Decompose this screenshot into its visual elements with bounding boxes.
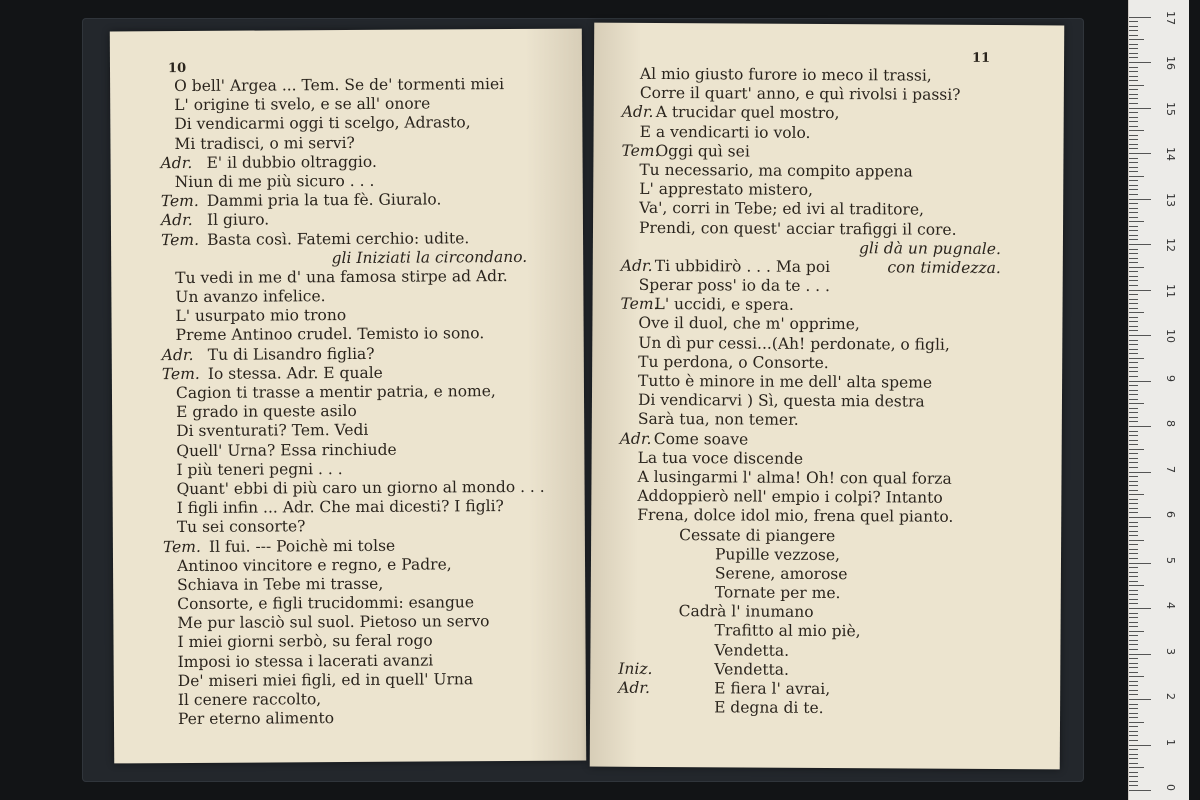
- ruler-tick: [1129, 740, 1138, 741]
- ruler-tick: [1129, 453, 1138, 454]
- ruler-tick: [1129, 71, 1138, 72]
- ruler-tick: [1129, 408, 1138, 409]
- ruler-tick: [1129, 754, 1138, 755]
- verse-text: E a vendicarti io volo.: [639, 122, 811, 142]
- ruler-tick: [1129, 617, 1138, 618]
- page-number-left: 10: [167, 60, 187, 77]
- verse-text: Quant' ebbi di più caro un giorno al mondo . . .: [176, 477, 545, 498]
- ruler-tick: [1129, 267, 1144, 268]
- ruler-tick: [1129, 549, 1138, 550]
- ruler-tick: [1129, 608, 1151, 609]
- ruler-tick: [1129, 649, 1138, 650]
- verse-text: Tu di Lisandro figlia?: [207, 344, 375, 364]
- ruler-tick: [1129, 158, 1138, 159]
- speaker-label: Tem.: [160, 230, 200, 249]
- ruler-tick: [1129, 540, 1144, 541]
- ruler-tick: [1129, 717, 1138, 718]
- verse-text: Di sventurati? Tem. Vedi: [176, 421, 369, 441]
- ruler-number: 0: [1164, 784, 1177, 791]
- ruler-tick: [1129, 362, 1138, 363]
- verse-text: Corre il quart' anno, e quì rivolsi i passi?: [639, 84, 961, 104]
- verse-text: Vendetta.: [714, 640, 790, 660]
- ruler-tick: [1129, 171, 1138, 172]
- verse-text: Ti ubbidirò . . . Ma poi: [654, 256, 831, 276]
- ruler-tick: [1129, 121, 1138, 122]
- speaker-label: Adr.: [160, 211, 193, 230]
- ruler-tick: [1129, 544, 1138, 545]
- ruler-tick: [1129, 417, 1138, 418]
- verse-text: I più teneri pegni . . .: [176, 459, 343, 479]
- verse-text: Vendetta.: [714, 660, 790, 679]
- ruler-tick: [1129, 654, 1151, 655]
- verse-text: L' uccidi, e spera.: [654, 295, 794, 315]
- stage-direction: con timidezza.: [887, 258, 1001, 277]
- ruler-tick: [1129, 139, 1138, 140]
- verse-text: Mi tradisci, o mi servi?: [174, 133, 355, 153]
- speaker-label: Adr.: [160, 153, 193, 172]
- ruler-tick: [1129, 57, 1138, 58]
- ruler-tick: [1129, 522, 1138, 523]
- verse-text: E' il dubbio oltraggio.: [206, 152, 377, 172]
- ruler-tick: [1129, 462, 1138, 463]
- ruler-tick: [1129, 285, 1138, 286]
- ruler-tick: [1129, 490, 1138, 491]
- ruler-tick: [1129, 394, 1138, 395]
- verse-text: La tua voce discende: [637, 448, 804, 468]
- ruler-tick: [1129, 690, 1138, 691]
- text-line: [114, 708, 586, 730]
- ruler-tick: [1129, 194, 1138, 195]
- ruler-tick: [1129, 371, 1138, 372]
- ruler-tick: [1129, 35, 1138, 36]
- verse-text: Frena, dolce idol mio, frena quel pianto.: [637, 506, 954, 527]
- ruler-tick: [1129, 39, 1144, 40]
- right-page: [590, 23, 1065, 770]
- ruler-tick: [1129, 676, 1144, 677]
- ruler-tick: [1129, 658, 1138, 659]
- ruler-tick: [1129, 412, 1138, 413]
- speaker-label: Adr.: [621, 103, 654, 122]
- speaker-label: Tem.: [161, 364, 200, 383]
- ruler-tick: [1129, 235, 1138, 236]
- page-number-right: 11: [971, 50, 991, 66]
- verse-text: Il cenere raccolto,: [177, 690, 322, 710]
- verse-text: A lusingarmi l' alma! Oh! con qual forza: [637, 467, 952, 488]
- verse-text: L' origine ti svelo, e se all' onore: [174, 94, 431, 115]
- verse-text: L' usurpato mio trono: [175, 306, 347, 326]
- ruler-number: 11: [1164, 283, 1177, 298]
- ruler-tick: [1129, 67, 1138, 68]
- ruler-tick: [1129, 103, 1138, 104]
- measuring-ruler: [1128, 0, 1189, 800]
- ruler-tick: [1129, 694, 1138, 695]
- ruler-tick: [1129, 626, 1138, 627]
- ruler-tick: [1129, 531, 1138, 532]
- ruler-number: 14: [1164, 147, 1177, 161]
- ruler-number: 17: [1164, 10, 1177, 25]
- ruler-tick: [1129, 344, 1138, 345]
- ruler-tick: [1129, 294, 1138, 295]
- ruler-tick: [1129, 30, 1138, 31]
- ruler-tick: [1129, 517, 1151, 518]
- ruler-tick: [1129, 535, 1138, 536]
- ruler-tick: [1129, 494, 1144, 495]
- verse-text: Cadrà l' inumano: [678, 602, 814, 622]
- verse-text: Me pur lasciò sul suol. Pietoso un servo: [177, 612, 490, 633]
- verse-text: Addoppierò nell' empio i colpi? Intanto: [637, 486, 943, 507]
- ruler-tick: [1129, 467, 1138, 468]
- ruler-tick: [1129, 321, 1138, 322]
- verse-text: Va', corri in Tebe; ed ivi al traditore,: [639, 199, 925, 219]
- ruler-tick: [1129, 708, 1138, 709]
- ruler-tick: [1129, 431, 1138, 432]
- ruler-tick: [1129, 508, 1138, 509]
- ruler-tick: [1129, 21, 1138, 22]
- speaker-label: Iniz.: [618, 659, 653, 678]
- ruler-tick: [1129, 253, 1138, 254]
- verse-text: E fiera l' avrai,: [714, 679, 831, 699]
- ruler-number: 13: [1164, 192, 1177, 207]
- ruler-tick: [1129, 239, 1138, 240]
- ruler-tick: [1129, 85, 1144, 86]
- speaker-label: Adr.: [620, 256, 653, 275]
- ruler-tick: [1129, 262, 1138, 263]
- ruler-tick: [1129, 135, 1138, 136]
- verse-text: Il giuro.: [206, 210, 270, 230]
- verse-text: Preme Antinoo crudel. Temisto io sono.: [175, 324, 485, 345]
- verse-text: Tutto è minore in me dell' alta speme: [638, 371, 933, 392]
- ruler-tick: [1129, 276, 1138, 277]
- verse-text: A trucidar quel mostro,: [655, 103, 840, 123]
- stage-direction: gli Iniziati la circondano.: [331, 247, 528, 267]
- right-page-text: [590, 65, 1064, 720]
- ruler-tick: [1129, 208, 1138, 209]
- stage-direction: gli dà un pugnale.: [858, 238, 1001, 258]
- ruler-tick: [1129, 271, 1138, 272]
- ruler-tick: [1129, 735, 1138, 736]
- verse-text: E grado in queste asilo: [176, 402, 357, 422]
- ruler-tick: [1129, 576, 1138, 577]
- ruler-tick: [1129, 485, 1138, 486]
- ruler-tick: [1129, 290, 1151, 291]
- ruler-tick: [1129, 603, 1138, 604]
- ruler-tick: [1129, 426, 1151, 427]
- verse-text: Tu sei consorte?: [176, 517, 306, 537]
- ruler-tick: [1129, 553, 1138, 554]
- ruler-tick: [1129, 472, 1151, 473]
- ruler-tick: [1129, 481, 1138, 482]
- ruler-tick: [1129, 590, 1138, 591]
- ruler-tick: [1129, 112, 1138, 113]
- ruler-number: 4: [1164, 602, 1177, 609]
- ruler-tick: [1129, 599, 1138, 600]
- ruler-tick: [1129, 581, 1138, 582]
- verse-text: I miei giorni serbò, su feral rogo: [177, 631, 433, 652]
- ruler-tick: [1129, 563, 1151, 564]
- ruler-tick: [1129, 772, 1138, 773]
- verse-text: De' miseri miei figli, ed in quell' Urna: [177, 670, 474, 690]
- verse-text: Consorte, e figli trucidommi: esangue: [177, 593, 475, 614]
- ruler-tick: [1129, 108, 1151, 109]
- ruler-tick: [1129, 449, 1144, 450]
- ruler-tick: [1129, 249, 1138, 250]
- ruler-tick: [1129, 17, 1151, 18]
- ruler-tick: [1129, 330, 1138, 331]
- ruler-tick: [1129, 585, 1144, 586]
- ruler-tick: [1129, 704, 1138, 705]
- verse-text: Serene, amorose: [714, 564, 848, 584]
- ruler-tick: [1129, 308, 1138, 309]
- verse-text: Antinoo vincitore e regno, e Padre,: [176, 555, 452, 575]
- verse-text: Imposi io stessa i lacerati avanzi: [177, 651, 434, 671]
- ruler-number: 15: [1164, 101, 1177, 116]
- ruler-tick: [1129, 162, 1138, 163]
- verse-text: Oggi quì sei: [655, 141, 750, 161]
- verse-text: Sperar poss' io da te . . .: [638, 275, 831, 296]
- ruler-tick: [1129, 594, 1138, 595]
- ruler-tick: [1129, 767, 1144, 768]
- ruler-tick: [1129, 203, 1138, 204]
- verse-text: Tornate per me.: [714, 583, 841, 603]
- ruler-tick: [1129, 512, 1138, 513]
- ruler-tick: [1129, 258, 1138, 259]
- speaker-label: Adr.: [619, 429, 652, 448]
- ruler-tick: [1129, 663, 1138, 664]
- ruler-number: 10: [1164, 329, 1177, 343]
- ruler-number: 5: [1164, 556, 1177, 564]
- verse-text: Quell' Urna? Essa rinchiude: [176, 440, 397, 460]
- ruler-tick: [1129, 476, 1138, 477]
- ruler-tick: [1129, 390, 1138, 391]
- verse-text: Di vendicarmi oggi ti scelgo, Adrasto,: [174, 113, 471, 134]
- ruler-tick: [1129, 640, 1138, 641]
- ruler-tick: [1129, 503, 1138, 504]
- verse-text: Come soave: [653, 429, 749, 449]
- ruler-tick: [1129, 176, 1144, 177]
- ruler-tick: [1129, 681, 1138, 682]
- speaker-label: Tem.: [160, 192, 199, 211]
- ruler-tick: [1129, 48, 1138, 49]
- ruler-tick: [1129, 280, 1138, 281]
- ruler-tick: [1129, 558, 1138, 559]
- verse-text: Un dì pur cessi...(Ah! perdonate, o figli,: [638, 333, 950, 354]
- ruler-tick: [1129, 572, 1138, 573]
- ruler-tick: [1129, 713, 1138, 714]
- ruler-tick: [1129, 335, 1151, 336]
- ruler-tick: [1129, 781, 1138, 782]
- ruler-tick: [1129, 631, 1144, 632]
- ruler-tick: [1129, 399, 1138, 400]
- ruler-number: 1: [1164, 738, 1177, 746]
- ruler-tick: [1129, 731, 1138, 732]
- verse-text: Un avanzo infelice.: [175, 287, 326, 307]
- speaker-label: Adr.: [618, 678, 651, 697]
- ruler-tick: [1129, 244, 1151, 245]
- ruler-tick: [1129, 226, 1138, 227]
- ruler-tick: [1129, 126, 1138, 127]
- verse-text: Pupille vezzose,: [714, 545, 841, 564]
- ruler-number: 2: [1164, 693, 1177, 700]
- ruler-number: 12: [1164, 238, 1177, 252]
- ruler-tick: [1129, 317, 1138, 318]
- ruler-tick: [1129, 526, 1138, 527]
- ruler-tick: [1129, 749, 1138, 750]
- ruler-tick: [1129, 76, 1138, 77]
- ruler-tick: [1129, 367, 1138, 368]
- left-page-text: [110, 75, 586, 730]
- verse-text: Sarà tua, non temer.: [637, 410, 799, 430]
- ruler-tick: [1129, 148, 1138, 149]
- verse-text: Schiava in Tebe mi trasse,: [177, 574, 384, 594]
- ruler-tick: [1129, 180, 1138, 181]
- ruler-tick: [1129, 763, 1138, 764]
- ruler-tick: [1129, 790, 1151, 791]
- ruler-tick: [1129, 199, 1151, 200]
- ruler-tick: [1129, 340, 1138, 341]
- ruler-tick: [1129, 458, 1138, 459]
- ruler-tick: [1129, 117, 1138, 118]
- speaker-label: Tem.: [162, 537, 201, 556]
- ruler-number: 9: [1164, 374, 1177, 382]
- verse-text: I figli infin ... Adr. Che mai dicesti? I figli?: [176, 497, 504, 518]
- ruler-tick: [1129, 435, 1138, 436]
- verse-text: Tu perdona, o Consorte.: [638, 352, 829, 372]
- verse-text: Trafitto al mio piè,: [714, 621, 861, 641]
- ruler-tick: [1129, 667, 1138, 668]
- ruler-tick: [1129, 221, 1144, 222]
- ruler-number: 6: [1164, 511, 1177, 518]
- ruler-tick: [1129, 353, 1138, 354]
- ruler-tick: [1129, 758, 1138, 759]
- ruler-tick: [1129, 212, 1138, 213]
- verse-text: L' apprestato mistero,: [639, 179, 814, 200]
- ruler-tick: [1129, 358, 1144, 359]
- verse-text: Prendi, con quest' acciar trafiggi il core.: [638, 218, 957, 239]
- verse-text: Dammi pria la tua fè. Giuralo.: [206, 190, 442, 210]
- ruler-tick: [1129, 53, 1138, 54]
- speaker-label: Adr.: [161, 345, 194, 364]
- ruler-tick: [1129, 722, 1144, 723]
- ruler-tick: [1129, 26, 1138, 27]
- text-line: [590, 698, 1060, 720]
- ruler-tick: [1129, 312, 1144, 313]
- verse-text: Cagion ti trasse a mentir patria, e nome,: [175, 382, 496, 403]
- ruler-tick: [1129, 98, 1138, 99]
- ruler-tick: [1129, 153, 1151, 154]
- verse-text: Io stessa. Adr. E quale: [207, 363, 383, 383]
- verse-text: Tu vedi in me d' una famosa stirpe ad Adr.: [175, 266, 508, 287]
- ruler-tick: [1129, 776, 1138, 777]
- ruler-tick: [1129, 167, 1138, 168]
- ruler-number: 7: [1164, 465, 1177, 473]
- ruler-tick: [1129, 144, 1138, 145]
- ruler-tick: [1129, 326, 1138, 327]
- ruler-tick: [1129, 644, 1138, 645]
- ruler-tick: [1129, 403, 1144, 404]
- verse-text: Al mio giusto furore io meco il trassi,: [639, 64, 932, 85]
- ruler-number: 3: [1164, 647, 1177, 655]
- ruler-tick: [1129, 444, 1138, 445]
- ruler-tick: [1129, 440, 1138, 441]
- ruler-tick: [1129, 385, 1138, 386]
- ruler-tick: [1129, 185, 1138, 186]
- verse-text: Tu necessario, ma compito appena: [639, 160, 913, 181]
- left-page: [110, 29, 586, 764]
- ruler-tick: [1129, 785, 1138, 786]
- verse-text: Il fui. --- Poichè mi tolse: [208, 536, 396, 556]
- ruler-tick: [1129, 622, 1138, 623]
- ruler-tick: [1129, 613, 1138, 614]
- ruler-tick: [1129, 635, 1138, 636]
- verse-text: Basta così. Fatemi cerchio: udite.: [206, 228, 470, 249]
- ruler-tick: [1129, 303, 1138, 304]
- ruler-tick: [1129, 89, 1138, 90]
- ruler-number: 16: [1164, 56, 1177, 70]
- ruler-tick: [1129, 685, 1138, 686]
- verse-text: E degna di te.: [714, 698, 824, 718]
- ruler-tick: [1129, 421, 1138, 422]
- ruler-tick: [1129, 349, 1138, 350]
- verse-text: Niun di me più sicuro . . .: [174, 171, 375, 191]
- ruler-tick: [1129, 672, 1138, 673]
- speaker-label: Tem.: [621, 141, 660, 160]
- speaker-label: Tem.: [620, 294, 659, 314]
- ruler-number: 8: [1164, 420, 1177, 427]
- ruler-tick: [1129, 80, 1138, 81]
- ruler-tick: [1129, 299, 1138, 300]
- ruler-tick: [1129, 217, 1138, 218]
- verse-text: Per eterno alimento: [177, 709, 335, 729]
- ruler-tick: [1129, 62, 1151, 63]
- ruler-tick: [1129, 726, 1138, 727]
- ruler-tick: [1129, 130, 1144, 131]
- ruler-tick: [1129, 376, 1138, 377]
- verse-text: Cessate di piangere: [679, 525, 836, 545]
- verse-text: O bell' Argea ... Tem. Se de' tormenti miei: [174, 75, 505, 96]
- ruler-tick: [1129, 381, 1151, 382]
- verse-text: Ove il duol, che m' opprime,: [638, 314, 860, 334]
- ruler-tick: [1129, 230, 1138, 231]
- ruler-tick: [1129, 699, 1151, 700]
- ruler-tick: [1129, 94, 1138, 95]
- ruler-tick: [1129, 189, 1138, 190]
- verse-text: Di vendicarvi ) Sì, questa mia destra: [637, 391, 925, 411]
- ruler-tick: [1129, 745, 1151, 746]
- ruler-tick: [1129, 44, 1138, 45]
- ruler-tick: [1129, 499, 1138, 500]
- ruler-tick: [1129, 567, 1138, 568]
